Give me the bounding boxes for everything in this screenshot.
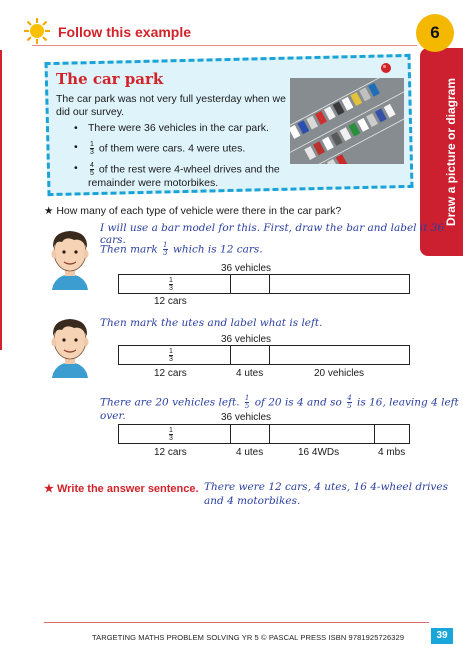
answer-line1: There were 12 cars, 4 utes, 16 4-wheel drives — [204, 481, 448, 493]
unit-number-badge: 6 — [416, 14, 454, 52]
step2-line: Then mark the utes and label what is left. — [100, 317, 323, 329]
question: ★ How many of each type of vehicle were there in the car park? — [44, 205, 342, 217]
bar-total-label: 36 vehicles — [221, 334, 272, 345]
list-item: • $\frac{1}{3}$ of them were cars. 4 were utes. — [74, 141, 289, 156]
boy-avatar — [44, 224, 96, 292]
margin-line — [0, 50, 2, 350]
pin-icon — [380, 62, 392, 74]
page-number: 39 — [431, 628, 453, 644]
footer-text: TARGETING MATHS PROBLEM SOLVING YR 5 © PASCAL PRESS ISBN 9781925726329 — [92, 633, 405, 642]
fraction: $\frac{1}{3}$ — [169, 277, 173, 292]
bar-model-3 — [118, 424, 410, 444]
header-divider — [32, 45, 417, 46]
segment-label: 4 mbs — [378, 447, 406, 458]
segment-label: 12 cars — [154, 447, 187, 458]
bar-model-1 — [118, 274, 410, 294]
step1-line1: I will use a bar model for this. First, draw the bar and label it 36 cars. — [100, 222, 445, 246]
problem-title: The car park — [56, 70, 164, 88]
fraction: $\frac{1}{5}$ — [244, 394, 250, 410]
answer-line2: and 4 motorbikes. — [204, 495, 301, 507]
bar-model-2 — [118, 345, 410, 365]
fraction: • $\frac{1}{3}$ — [90, 141, 94, 156]
step1-line2: Then mark $\frac{1}{3}$ which is 12 cars. — [100, 241, 263, 257]
footer-divider — [44, 622, 429, 623]
fraction: $\frac{1}{3}$ — [163, 241, 168, 257]
list-item: • There were 36 vehicles in the car park. — [74, 122, 289, 135]
segment-label: 12 cars — [154, 368, 187, 379]
segment-label: 12 cars — [154, 296, 187, 307]
boy-avatar — [44, 312, 96, 380]
bar-total-label: 36 vehicles — [221, 412, 272, 423]
star-icon: ★ — [44, 483, 54, 495]
car-park-photo — [290, 78, 404, 164]
sun-icon — [24, 18, 50, 44]
fraction: $\frac{1}{3}$ — [169, 427, 173, 442]
problem-intro: The car park was not very full yesterday when we did our survey. — [56, 93, 286, 118]
step3-line: There are 20 vehicles left. $\frac{1}{5}$ of 20 is 4 and so $\frac{4}{5}$ is 16, leaving 4 left over. — [100, 394, 459, 422]
fraction: $\frac{4}{5}$ — [347, 394, 352, 410]
problem-bullets — [74, 122, 289, 196]
segment-label: 4 utes — [236, 447, 264, 458]
segment-label: 4 utes — [236, 368, 264, 379]
list-item: • $\frac{4}{5}$ of the rest were 4-wheel drives and the remainder were motorbikes. — [74, 162, 289, 190]
fraction: $\frac{1}{3}$ — [169, 348, 173, 363]
section-title: Follow this example — [58, 24, 192, 40]
fraction: • $\frac{4}{5}$ — [90, 162, 94, 177]
bar-total-label: 36 vehicles — [221, 263, 272, 274]
strategy-tab-label: Draw a picture or diagram — [444, 77, 458, 227]
segment-label: 20 vehicles — [314, 368, 365, 379]
segment-label: 16 4WDs — [298, 447, 340, 458]
answer-label: ★ Write the answer sentence. — [44, 483, 199, 495]
